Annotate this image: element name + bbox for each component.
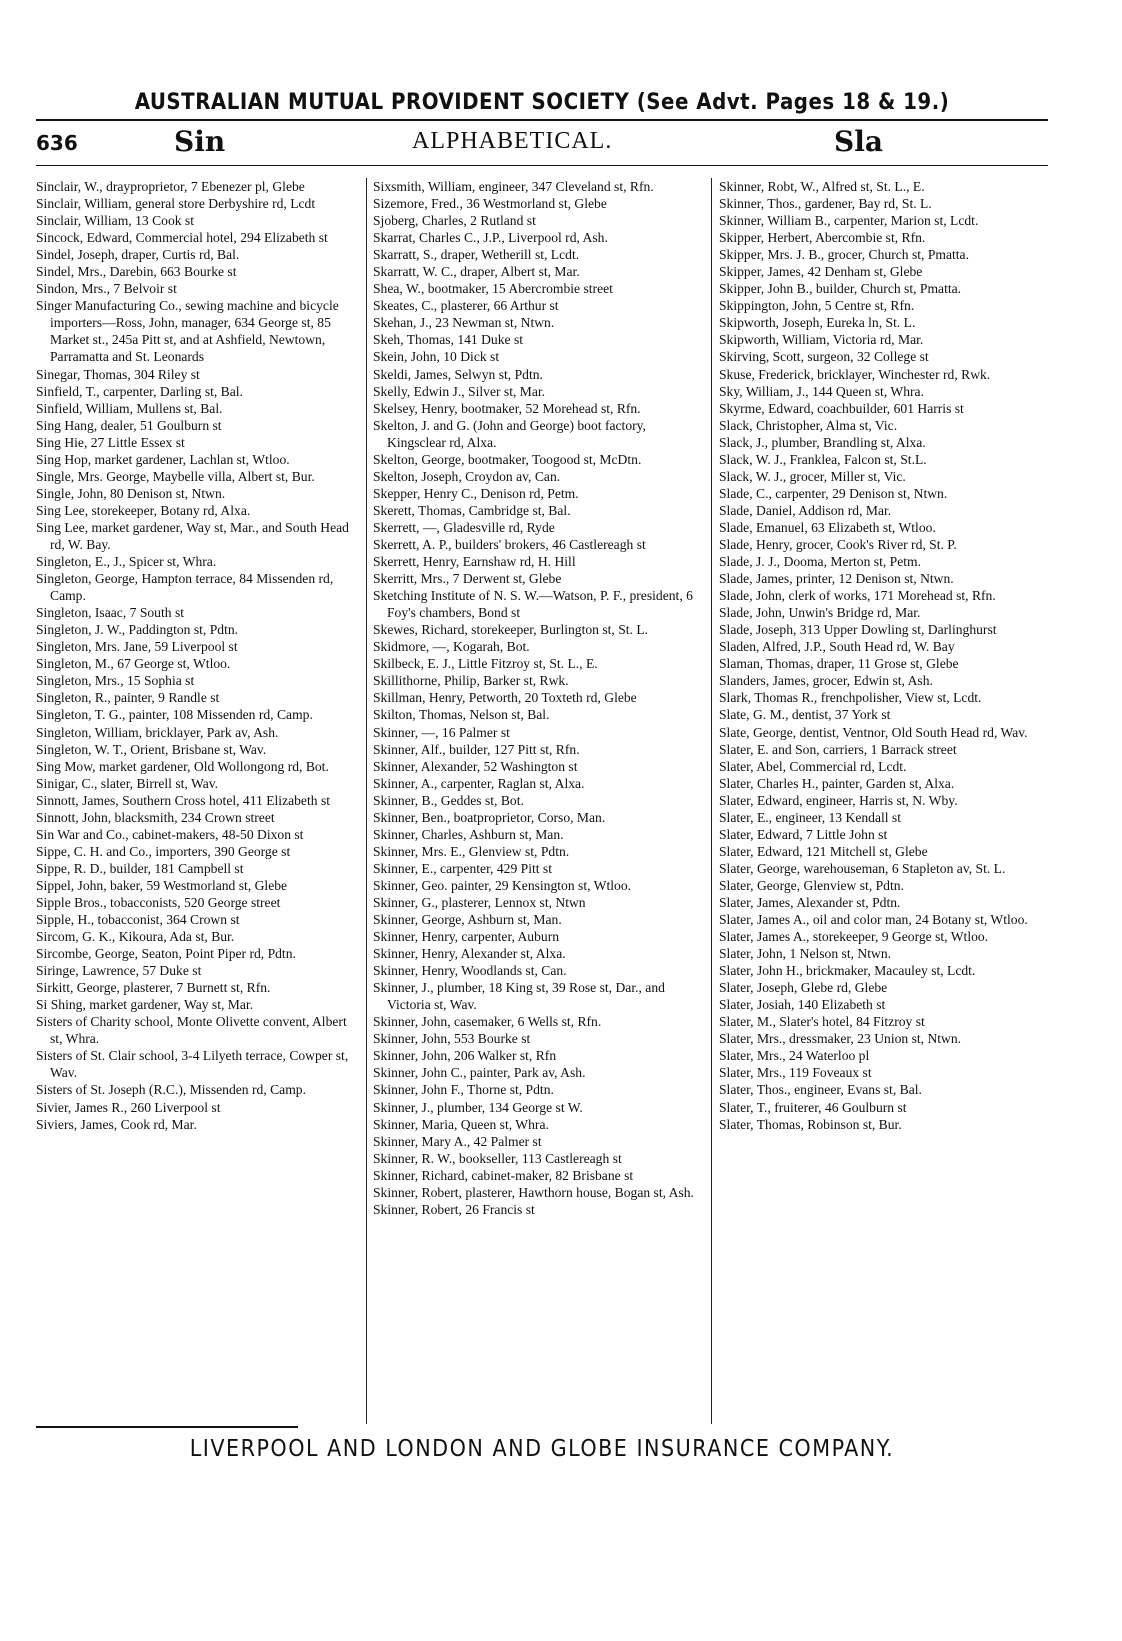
directory-entry: Slater, E. and Son, carriers, 1 Barrack street xyxy=(719,741,957,757)
directory-entry: Sirkitt, George, plasterer, 7 Burnett st, Rfn. xyxy=(36,980,271,996)
column-3 xyxy=(719,178,1045,1424)
directory-entry: Skinner, John C., painter, Park av, Ash. xyxy=(373,1065,586,1081)
directory-entry: Sindon, Mrs., 7 Belvoir st xyxy=(36,281,177,297)
directory-entry: Slater, Thos., engineer, Evans st, Bal. xyxy=(719,1082,922,1098)
directory-entry: Skarratt, S., draper, Wetherill st, Lcdt. xyxy=(373,247,580,263)
directory-entry: Skinner, B., Geddes st, Bot. xyxy=(373,792,524,808)
directory-entry: Sinclair, William, general store Derbyshire rd, Lcdt xyxy=(36,196,316,212)
directory-entry: Skipper, Herbert, Abercombie st, Rfn. xyxy=(719,230,926,246)
directory-entry: Skinner, —, 16 Palmer st xyxy=(373,724,510,740)
directory-entry: Skinner, Geo. painter, 29 Kensington st, Wtloo. xyxy=(373,877,632,893)
directory-entry: Skinner, Robert, plasterer, Hawthorn house, Bogan st, Ash. xyxy=(373,1184,694,1200)
directory-entry: Skinner, John, casemaker, 6 Wells st, Rfn. xyxy=(373,1014,602,1030)
directory-entry: Sin War and Co., cabinet-makers, 48-50 Dixon st xyxy=(36,826,304,842)
directory-page xyxy=(36,90,1048,1462)
directory-entry: Singleton, Isaac, 7 South st xyxy=(36,605,185,621)
directory-entry: Slater, Mrs., dressmaker, 23 Union st, Ntwn. xyxy=(719,1031,962,1047)
directory-entry: Slack, W. J., grocer, Miller st, Vic. xyxy=(719,468,906,484)
directory-entry: Skelton, George, bootmaker, Toogood st, McDtn. xyxy=(373,451,642,467)
directory-entry: Skinner, John, 206 Walker st, Rfn xyxy=(373,1048,557,1064)
directory-entry: Sing Hop, market gardener, Lachlan st, Wtloo. xyxy=(36,451,290,467)
directory-entry: Si Shing, market gardener, Way st, Mar. xyxy=(36,997,254,1013)
directory-entry: Skarratt, W. C., draper, Albert st, Mar. xyxy=(373,264,580,280)
directory-entry: Slaman, Thomas, draper, 11 Grose st, Glebe xyxy=(719,656,959,672)
directory-entry: Sircombe, George, Seaton, Point Piper rd, Pdtn. xyxy=(36,946,296,962)
directory-entry: Skelsey, Henry, bootmaker, 52 Morehead st, Rfn. xyxy=(373,400,641,416)
directory-entry: Slade, Daniel, Addison rd, Mar. xyxy=(719,502,892,518)
directory-entry: Sing Mow, market gardener, Old Wollongong rd, Bot. xyxy=(36,758,329,774)
directory-entry: Sing Lee, market gardener, Way st, Mar., and South Head rd, W. Bay. xyxy=(36,519,349,552)
column-1 xyxy=(36,178,362,1424)
directory-entry: Skinner, Robt, W., Alfred st, St. L., E. xyxy=(719,179,925,194)
directory-entry: Sincock, Edward, Commercial hotel, 294 Elizabeth st xyxy=(36,230,328,246)
directory-entry: Siviers, James, Cook rd, Mar. xyxy=(36,1116,197,1132)
directory-entry: Skillithorne, Philip, Barker st, Rwk. xyxy=(373,673,569,689)
directory-entry: Sinnott, James, Southern Cross hotel, 411 Elizabeth st xyxy=(36,792,331,808)
directory-entry: Sing Lee, storekeeper, Botany rd, Alxa. xyxy=(36,502,251,518)
directory-entry: Sippe, R. D., builder, 181 Campbell st xyxy=(36,860,244,876)
directory-entry: Skinner, R. W., bookseller, 113 Castlereagh st xyxy=(373,1150,622,1166)
directory-entry: Sippel, John, baker, 59 Westmorland st, Glebe xyxy=(36,877,288,893)
directory-entry: Skinner, Maria, Queen st, Whra. xyxy=(373,1116,549,1132)
directory-entry: Skerritt, Mrs., 7 Derwent st, Glebe xyxy=(373,571,562,587)
directory-entry: Single, Mrs. George, Maybelle villa, Albert st, Bur. xyxy=(36,468,315,484)
left-guide-word: Sin xyxy=(174,125,226,158)
directory-entry: Skinner, Robert, 26 Francis st xyxy=(373,1201,535,1217)
directory-entry: Skinner, George, Ashburn st, Man. xyxy=(373,912,562,928)
directory-entry: Skehan, J., 23 Newman st, Ntwn. xyxy=(373,315,555,331)
directory-entry: Sisters of St. Clair school, 3-4 Lilyeth terrace, Cowper st, Wav. xyxy=(36,1048,349,1081)
directory-entry: Slade, John, Unwin's Bridge rd, Mar. xyxy=(719,605,921,621)
directory-entry: Slater, Edward, 7 Little John st xyxy=(719,826,888,842)
directory-entry: Skinner, E., carpenter, 429 Pitt st xyxy=(373,860,552,876)
directory-entry: Slate, George, dentist, Ventnor, Old South Head rd, Wav. xyxy=(719,724,1028,740)
directory-entry: Sinfield, T., carpenter, Darling st, Bal. xyxy=(36,383,243,399)
directory-entry: Shea, W., bootmaker, 15 Abercrombie street xyxy=(373,281,613,297)
directory-columns xyxy=(36,178,1048,1424)
directory-entry: Singleton, R., painter, 9 Randle st xyxy=(36,690,220,706)
directory-entry: Slade, Henry, grocer, Cook's River rd, St. P. xyxy=(719,536,957,552)
directory-entry: Skuse, Frederick, bricklayer, Winchester rd, Rwk. xyxy=(719,366,991,382)
directory-entry: Skinner, Henry, carpenter, Auburn xyxy=(373,929,560,945)
directory-entry: Sivier, James R., 260 Liverpool st xyxy=(36,1099,221,1115)
directory-entry: Singleton, E., J., Spicer st, Whra. xyxy=(36,554,217,570)
directory-entry: Skipper, Mrs. J. B., grocer, Church st, Pmatta. xyxy=(719,247,969,263)
directory-entry: Skilton, Thomas, Nelson st, Bal. xyxy=(373,707,550,723)
directory-entry: Skinner, John F., Thorne st, Pdtn. xyxy=(373,1082,554,1098)
directory-entry: Skerrett, —, Gladesville rd, Ryde xyxy=(373,519,555,535)
directory-entry: Slater, James, Alexander st, Pdtn. xyxy=(719,894,901,910)
directory-entry: Skidmore, —, Kogarah, Bot. xyxy=(373,639,530,655)
directory-entry: Slade, Joseph, 313 Upper Dowling st, Darlinghurst xyxy=(719,622,997,638)
directory-entry: Singer Manufacturing Co., sewing machine and bicycle importers—Ross, John, manager, 634 George st, 85 Market st., 245a Pitt st, and at Ashfield, Newtown, Parramatta and St. Leonards xyxy=(36,298,339,365)
page-number: 636 xyxy=(36,131,78,155)
directory-entry: Skinner, William B., carpenter, Marion st, Lcdt. xyxy=(719,213,979,229)
directory-entry: Sing Hang, dealer, 51 Goulburn st xyxy=(36,417,222,433)
directory-entry: Slack, J., plumber, Brandling st, Alxa. xyxy=(719,434,926,450)
directory-entry: Sinnott, John, blacksmith, 234 Crown street xyxy=(36,809,275,825)
directory-entry: Siringe, Lawrence, 57 Duke st xyxy=(36,963,202,979)
directory-entry: Sing Hie, 27 Little Essex st xyxy=(36,434,185,450)
directory-entry: Slater, T., fruiterer, 46 Goulburn st xyxy=(719,1099,907,1115)
directory-entry: Skinner, Henry, Woodlands st, Can. xyxy=(373,963,567,979)
directory-entry: Sladen, Alfred, J.P., South Head rd, W. Bay xyxy=(719,639,955,655)
directory-entry: Singleton, William, bricklayer, Park av, Ash. xyxy=(36,724,279,740)
directory-entry: Skeh, Thomas, 141 Duke st xyxy=(373,332,524,348)
directory-entry: Singleton, W. T., Orient, Brisbane st, Wav. xyxy=(36,741,267,757)
directory-entry: Sinigar, C., slater, Birrell st, Wav. xyxy=(36,775,219,791)
directory-entry: Skipworth, Joseph, Eureka ln, St. L. xyxy=(719,315,916,331)
directory-entry: Skinner, Henry, Alexander st, Alxa. xyxy=(373,946,566,962)
directory-entry: Skillman, Henry, Petworth, 20 Toxteth rd, Glebe xyxy=(373,690,637,706)
directory-entry: Skipper, John B., builder, Church st, Pmatta. xyxy=(719,281,962,297)
directory-entry: Skerett, Thomas, Cambridge st, Bal. xyxy=(373,502,571,518)
directory-entry: Single, John, 80 Denison st, Ntwn. xyxy=(36,485,226,501)
directory-entry: Sindel, Joseph, draper, Curtis rd, Bal. xyxy=(36,247,240,263)
page-header xyxy=(36,121,1048,166)
directory-entry: Slate, G. M., dentist, 37 York st xyxy=(719,707,891,723)
directory-entry: Skeates, C., plasterer, 66 Arthur st xyxy=(373,298,559,314)
directory-entry: Sinclair, William, 13 Cook st xyxy=(36,213,195,229)
directory-entry: Sipple Bros., tobacconists, 520 George street xyxy=(36,894,281,910)
directory-entry: Singleton, Mrs., 15 Sophia st xyxy=(36,673,195,689)
directory-entry: Sky, William, J., 144 Queen st, Whra. xyxy=(719,383,924,399)
directory-entry: Skein, John, 10 Dick st xyxy=(373,349,500,365)
directory-entry: Slater, M., Slater's hotel, 84 Fitzroy st xyxy=(719,1014,925,1030)
directory-entry: Sinclair, W., drayproprietor, 7 Ebenezer pl, Glebe xyxy=(36,179,305,194)
directory-entry: Sircom, G. K., Kikoura, Ada st, Bur. xyxy=(36,929,235,945)
directory-entry: Skewes, Richard, storekeeper, Burlington st, St. L. xyxy=(373,622,649,638)
directory-entry: Singleton, J. W., Paddington st, Pdtn. xyxy=(36,622,239,638)
bottom-advertisement-banner: LIVERPOOL AND LONDON AND GLOBE INSURANCE COMPANY. xyxy=(189,1436,895,1462)
directory-entry: Sizemore, Fred., 36 Westmorland st, Glebe xyxy=(373,196,607,212)
directory-entry: Skinner, Ben., boatproprietor, Corso, Man. xyxy=(373,809,606,825)
directory-entry: Skarrat, Charles C., J.P., Liverpool rd, Ash. xyxy=(373,230,608,246)
column-divider xyxy=(711,178,712,1424)
directory-entry: Slater, George, Glenview st, Pdtn. xyxy=(719,877,904,893)
directory-entry: Slater, James A., oil and color man, 24 Botany st, Wtloo. xyxy=(719,912,1028,928)
directory-entry: Skelton, J. and G. (John and George) boot factory, Kingsclear rd, Alxa. xyxy=(373,417,646,450)
directory-entry: Skyrme, Edward, coachbuilder, 601 Harris st xyxy=(719,400,964,416)
directory-entry: Slack, Christopher, Alma st, Vic. xyxy=(719,417,898,433)
directory-entry: Slater, Mrs., 119 Foveaux st xyxy=(719,1065,872,1081)
directory-entry: Skelton, Joseph, Croydon av, Can. xyxy=(373,468,561,484)
directory-entry: Skinner, Alexander, 52 Washington st xyxy=(373,758,578,774)
directory-entry: Slade, C., carpenter, 29 Denison st, Ntwn. xyxy=(719,485,948,501)
directory-entry: Skinner, John, 553 Bourke st xyxy=(373,1031,531,1047)
directory-entry: Skirving, Scott, surgeon, 32 College st xyxy=(719,349,929,365)
right-guide-word: Sla xyxy=(834,125,883,158)
directory-entry: Skinner, Charles, Ashburn st, Man. xyxy=(373,826,564,842)
top-advertisement-banner: AUSTRALIAN MUTUAL PROVIDENT SOCIETY (See Advt. Pages 18 & 19.) xyxy=(36,90,1048,121)
directory-entry: Slater, Edward, 121 Mitchell st, Glebe xyxy=(719,843,928,859)
directory-entry: Skipworth, William, Victoria rd, Mar. xyxy=(719,332,924,348)
directory-entry: Skerrett, Henry, Earnshaw rd, H. Hill xyxy=(373,554,576,570)
directory-entry: Skippington, John, 5 Centre st, Rfn. xyxy=(719,298,915,314)
directory-entry: Slater, Thomas, Robinson st, Bur. xyxy=(719,1116,902,1132)
directory-entry: Sinfield, William, Mullens st, Bal. xyxy=(36,400,223,416)
directory-entry: Slade, J. J., Dooma, Merton st, Petm. xyxy=(719,554,922,570)
directory-entry: Skelly, Edwin J., Silver st, Mar. xyxy=(373,383,546,399)
directory-entry: Skinner, Thos., gardener, Bay rd, St. L. xyxy=(719,196,932,212)
directory-entry: Skinner, Mrs. E., Glenview st, Pdtn. xyxy=(373,843,570,859)
directory-entry: Slater, John H., brickmaker, Macauley st, Lcdt. xyxy=(719,963,976,979)
directory-entry: Singleton, Mrs. Jane, 59 Liverpool st xyxy=(36,639,238,655)
directory-entry: Sippe, C. H. and Co., importers, 390 George st xyxy=(36,843,291,859)
directory-entry: Singleton, M., 67 George st, Wtloo. xyxy=(36,656,231,672)
directory-entry: Slade, James, printer, 12 Denison st, Ntwn. xyxy=(719,571,954,587)
directory-entry: Sisters of St. Joseph (R.C.), Missenden rd, Camp. xyxy=(36,1082,306,1098)
directory-entry: Skepper, Henry C., Denison rd, Petm. xyxy=(373,485,579,501)
directory-entry: Singleton, T. G., painter, 108 Missenden rd, Camp. xyxy=(36,707,313,723)
directory-entry: Slater, E., engineer, 13 Kendall st xyxy=(719,809,901,825)
directory-entry: Skinner, Mary A., 42 Palmer st xyxy=(373,1133,542,1149)
directory-entry: Singleton, George, Hampton terrace, 84 Missenden rd, Camp. xyxy=(36,571,334,604)
directory-entry: Slater, John, 1 Nelson st, Ntwn. xyxy=(719,946,892,962)
directory-entry: Skilbeck, E. J., Little Fitzroy st, St. L., E. xyxy=(373,656,598,672)
directory-entry: Slanders, James, grocer, Edwin st, Ash. xyxy=(719,673,933,689)
directory-entry: Slater, George, warehouseman, 6 Stapleton av, St. L. xyxy=(719,860,1006,876)
directory-entry: Skinner, Richard, cabinet-maker, 82 Brisbane st xyxy=(373,1167,634,1183)
directory-entry: Slack, W. J., Franklea, Falcon st, St.L. xyxy=(719,451,927,467)
directory-entry: Skinner, G., plasterer, Lennox st, Ntwn xyxy=(373,894,586,910)
directory-entry: Skeldi, James, Selwyn st, Pdtn. xyxy=(373,366,543,382)
directory-entry: Sisters of Charity school, Monte Olivette convent, Albert st, Whra. xyxy=(36,1014,347,1047)
footer-rule xyxy=(36,1426,298,1428)
directory-entry: Sjoberg, Charles, 2 Rutland st xyxy=(373,213,536,229)
directory-entry: Skinner, J., plumber, 134 George st W. xyxy=(373,1099,583,1115)
directory-entry: Skinner, Alf., builder, 127 Pitt st, Rfn. xyxy=(373,741,580,757)
directory-entry: Sinegar, Thomas, 304 Riley st xyxy=(36,366,200,382)
directory-entry: Slater, Edward, engineer, Harris st, N. Wby. xyxy=(719,792,958,808)
directory-entry: Sketching Institute of N. S. W.—Watson, P. F., president, 6 Foy's chambers, Bond st xyxy=(373,588,693,621)
directory-entry: Slater, Abel, Commercial rd, Lcdt. xyxy=(719,758,907,774)
directory-entry: Slade, Emanuel, 63 Elizabeth st, Wtloo. xyxy=(719,519,936,535)
directory-entry: Slater, Charles H., painter, Garden st, Alxa. xyxy=(719,775,955,791)
directory-entry: Slater, Mrs., 24 Waterloo pl xyxy=(719,1048,870,1064)
directory-entry: Sipple, H., tobacconist, 364 Crown st xyxy=(36,912,240,928)
directory-entry: Skipper, James, 42 Denham st, Glebe xyxy=(719,264,923,280)
column-2 xyxy=(373,178,699,1424)
directory-entry: Slater, Joseph, Glebe rd, Glebe xyxy=(719,980,888,996)
directory-entry: Slater, Josiah, 140 Elizabeth st xyxy=(719,997,886,1013)
directory-entry: Slater, James A., storekeeper, 9 George st, Wtloo. xyxy=(719,929,989,945)
directory-entry: Skerrett, A. P., builders' brokers, 46 Castlereagh st xyxy=(373,536,646,552)
section-title: ALPHABETICAL. xyxy=(412,128,613,154)
directory-entry: Slark, Thomas R., frenchpolisher, View st, Lcdt. xyxy=(719,690,982,706)
directory-entry: Sixsmith, William, engineer, 347 Cleveland st, Rfn. xyxy=(373,179,654,194)
directory-entry: Skinner, J., plumber, 18 King st, 39 Rose st, Dar., and Victoria st, Wav. xyxy=(373,980,665,1013)
directory-entry: Slade, John, clerk of works, 171 Morehead st, Rfn. xyxy=(719,588,996,604)
directory-entry: Sindel, Mrs., Darebin, 663 Bourke st xyxy=(36,264,237,280)
directory-entry: Skinner, A., carpenter, Raglan st, Alxa. xyxy=(373,775,585,791)
column-divider xyxy=(366,178,367,1424)
